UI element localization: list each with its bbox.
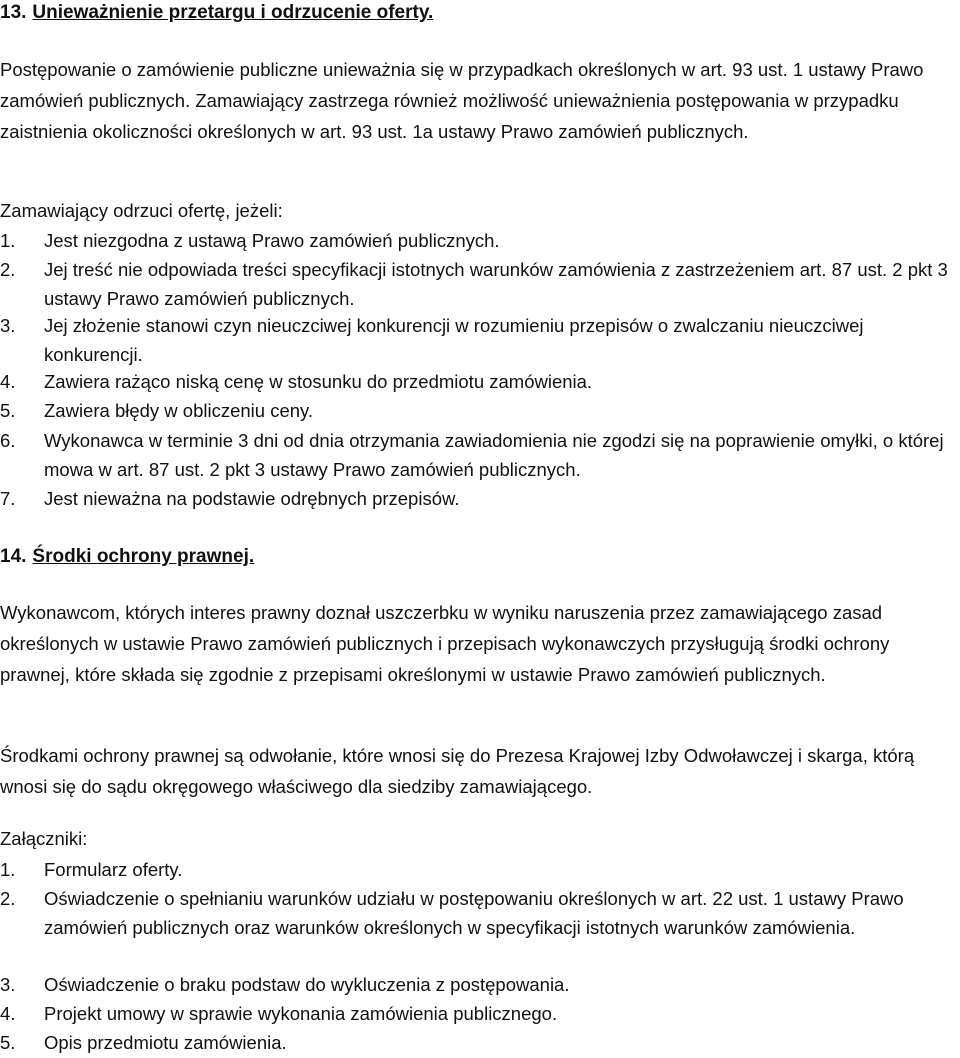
reject-item-5: 5. Zawiera błędy w obliczeniu ceny. xyxy=(0,400,314,421)
section-13-heading xyxy=(0,2,433,24)
section-14-paragraph-2: Środkami ochrony prawnej są odwołanie, które wnosi się do Prezesa Krajowej Izby Odwoławczej i skarga, którą wnosi się do sądu okręgowego właściwego dla siedziby zamawiającego. xyxy=(0,745,915,797)
attachments-heading: Załączniki: xyxy=(0,828,88,849)
section-14-paragraph-1: Wykonawcom, których interes prawny doznał uszczerbku w wyniku naruszenia przez zamawiającego zasad określonych w ustawie Prawo zamówień publicznych i przepisach wykonawczych przysługują środki ochrony prawnej, które składa się zgodnie z przepisami określonymi w ustawie Prawo zamówień publicznych. xyxy=(0,602,890,685)
reject-item-1: 1. Jest niezgodna z ustawą Prawo zamówień publicznych. xyxy=(0,230,500,251)
section-14-heading xyxy=(0,546,254,568)
reject-item-3: 3. Jej złożenie stanowi czyn nieuczciwej konkurencji w rozumieniu przepisów o zwalczaniu nieuczciwej konkurencji. xyxy=(0,315,864,365)
attachment-item-1: 1. Formularz oferty. xyxy=(0,859,183,880)
reject-item-2: 2. Jej treść nie odpowiada treści specyfikacji istotnych warunków zamówienia z zastrzeżeniem art. 87 ust. 2 pkt 3 ustawy Prawo zamówień publicznych. xyxy=(0,259,948,309)
attachment-item-3: 3. Oświadczenie o braku podstaw do wykluczenia z postępowania. xyxy=(0,974,570,995)
attachment-item-5: 5. Opis przedmiotu zamówienia. xyxy=(0,1032,287,1053)
reject-item-4: 4. Zawiera rażąco niską cenę w stosunku do przedmiotu zamówienia. xyxy=(0,371,593,392)
reject-item-7: 7. Jest nieważna na podstawie odrębnych przepisów. xyxy=(0,488,460,509)
attachment-item-2: 2. Oświadczenie o spełnianiu warunków udziału w postępowaniu określonych w art. 22 ust. 1 ustawy Prawo zamówień publicznych oraz warunków określonych w specyfikacji istotnych warunków zamówienia. xyxy=(0,888,904,938)
section-13-number: 13. xyxy=(0,2,27,23)
section-14-number: 14. xyxy=(0,546,27,567)
reject-heading: Zamawiający odrzuci ofertę, jeżeli: xyxy=(0,200,283,221)
section-13-intro: Postępowanie o zamówienie publiczne unieważnia się w przypadkach określonych w art. 93 ust. 1 ustawy Prawo zamówień publicznych. Zamawiający zastrzega również możliwość unieważnienia postępowania w przypadku zaistnienia okoliczności określonych w art. 93 ust. 1a ustawy Prawo zamówień publicznych. xyxy=(0,59,924,142)
section-13-title: Unieważnienie przetargu i odrzucenie oferty. xyxy=(32,2,434,23)
attachment-item-4: 4. Projekt umowy w sprawie wykonania zamówienia publicznego. xyxy=(0,1003,558,1024)
section-14-title: Środki ochrony prawnej. xyxy=(32,546,255,567)
reject-item-6: 6. Wykonawca w terminie 3 dni od dnia otrzymania zawiadomienia nie zgodzi się na poprawienie omyłki, o której mowa w art. 87 ust. 2 pkt 3 ustawy Prawo zamówień publicznych. xyxy=(0,430,944,480)
